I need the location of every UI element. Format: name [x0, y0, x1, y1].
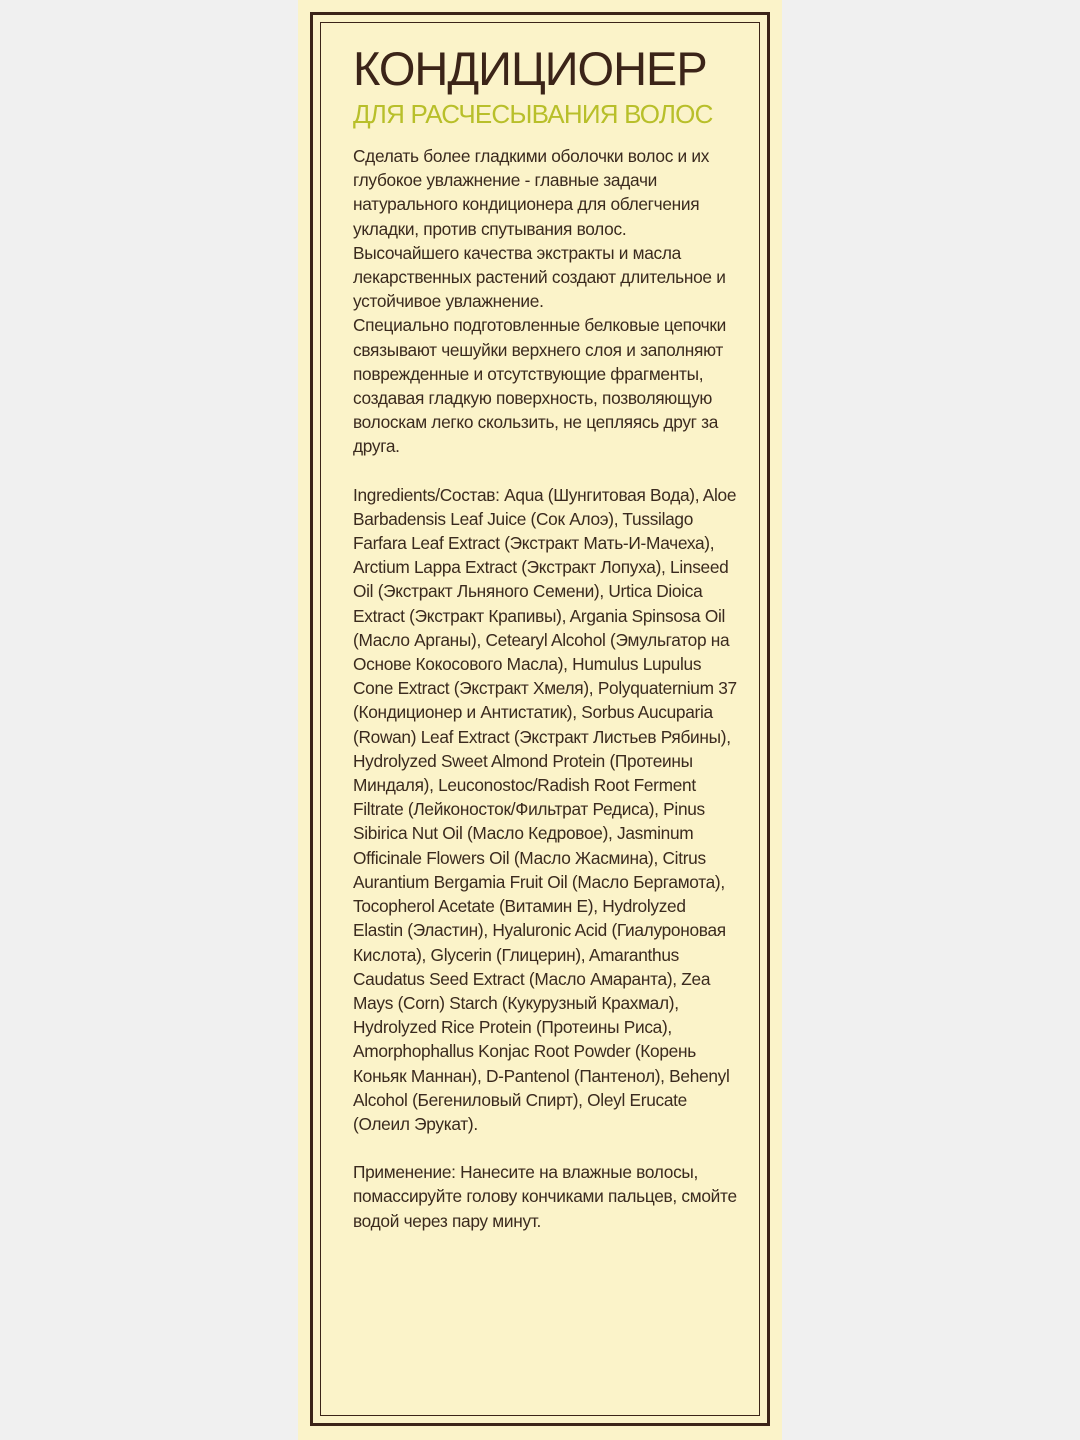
product-title: КОНДИЦИОНЕР — [353, 42, 707, 95]
product-subtitle: ДЛЯ РАСЧЕСЫВАНИЯ ВОЛОС — [353, 99, 713, 129]
description-paragraph: Специально подготовленные белковые цепочки связывают чешуйки верхнего слоя и заполняют поврежденные и отсутствующие фрагменты, создавая гладкую поверхность, позволяющую волоскам легко скользить, не цепляясь друг за друга. — [353, 315, 726, 457]
ingredients-text: Ingredients/Состав: Aqua (Шунгитовая Вода), Aloe Barbadensis Leaf Juice (Сок Алоэ), Tussilago Farfara Leaf Extract (Экстракт Мать-И-Мачеха), Arctium Lappa Extract (Экстракт Лопуха), Linseed Oil (Экстракт Льняного Семени), Urtica Dioica Extract (Экстракт Крапивы), Argania Spinsosa Oil (Масло Арганы), Cetearyl Alcohol (Эмульгатор на Основе Кокосового Масла), Humulus Lupulus Cone Extract (Экстракт Хмеля), Polyquaternium 37 (Кондиционер и Антистатик), Sorbus Aucuparia (Rowan) Leaf Extract (Экстракт Листьев Рябины), Hydrolyzed Sweet Almond Protein (Протеины Миндаля), Leuconostoc/Radish Root Ferment Filtrate (Лейконосток/Фильтрат Редиса), Pinus Sibirica Nut Oil (Масло Кедровое), Jasminum Officinale Flowers Oil (Масло Жасмина), Citrus Aurantium Bergamia Fruit Oil (Масло Бергамота), Tocopherol Acetate (Витамин Е), Hydrolyzed Elastin (Эластин), Hyaluronic Acid (Гиалуроновая Кислота), Glycerin (Глицерин), Amaranthus Caudatus Seed Extract (Масло Амаранта), Zea Mays (Corn) Starch (Кукурузный Крахмал), Hydrolyzed Rice Protein (Протеины Риса), Amorphophallus Konjac Root Powder (Корень Коньяк Маннан), D-Pantenol (Пантенол), Behenyl Alcohol (Бегениловый Спирт), Oleyl Erucate (Олеил Эрукат). — [353, 484, 737, 1134]
usage-text: Применение: Нанесите на влажные волосы, помассируйте голову кончиками пальцев, смойте водой через пару минут. — [353, 1162, 737, 1231]
description-paragraph: Высочайшего качества экстракты и масла лекарственных растений создают длительное и устойчивое увлажнение. — [353, 242, 726, 312]
description-paragraph: Сделать более гладкими оболочки волос и их глубокое увлажнение - главные задачи натурального кондиционера для облегчения укладки, против спутывания волос. — [353, 146, 710, 239]
label-content — [353, 40, 738, 1233]
